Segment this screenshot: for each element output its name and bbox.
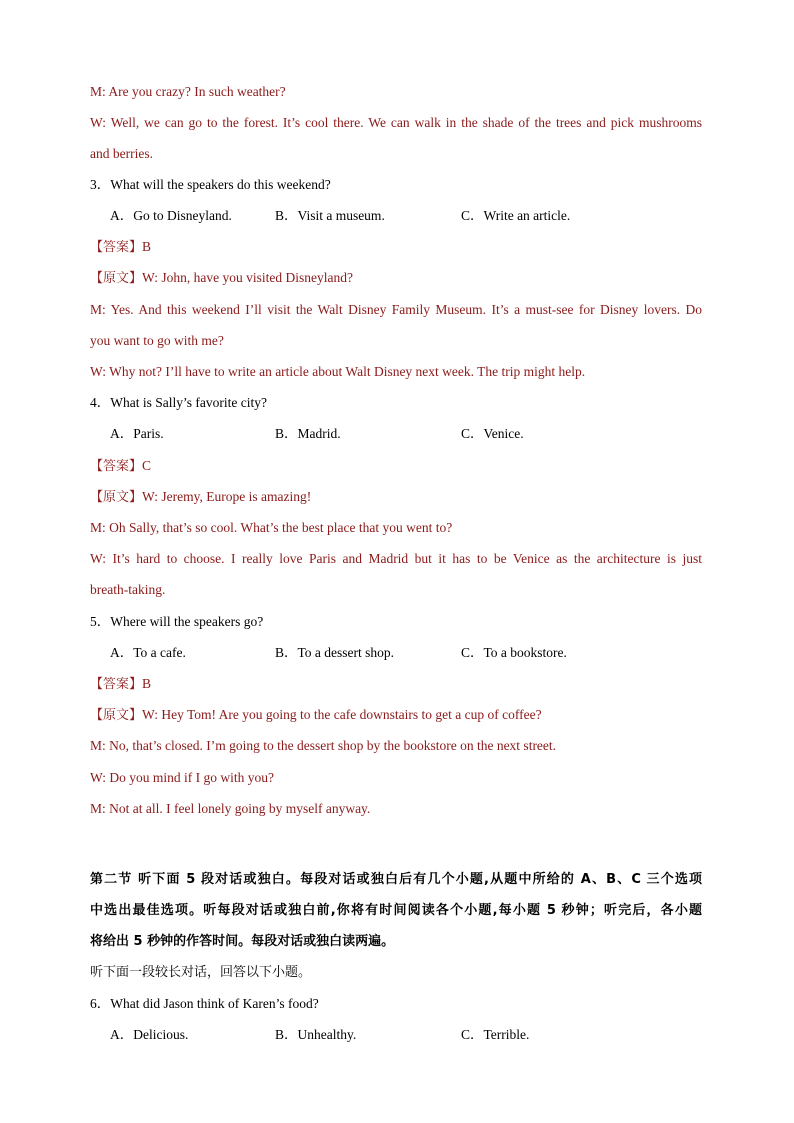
transcript-line: you want to go with me?: [90, 333, 224, 348]
option-4b: B．Madrid.: [275, 426, 341, 441]
option-5a: A．To a cafe.: [110, 645, 186, 660]
option-4c: C．Venice.: [461, 426, 524, 441]
answer-value: C: [142, 458, 152, 473]
section-heading-line: 第二节 听下面 5 段对话或独白。每段对话或独白后有几个小题,从题中所给的 A、B、C 三个选项: [90, 872, 702, 887]
transcript-line: W: Do you mind if I go with you?: [90, 770, 274, 785]
option-3a: A．Go to Disneyland.: [110, 208, 232, 223]
transcript-line: M: No, that’s closed. I’m going to the dessert shop by the bookstore on the next street.: [90, 738, 557, 753]
answer-5: [90, 674, 702, 695]
answer-value: B: [142, 239, 152, 254]
option-6b: B．Unhealthy.: [275, 1027, 357, 1042]
answer-tag: 【答案】: [90, 459, 143, 474]
answer-tag: 【答案】: [90, 677, 143, 692]
transcript-line: M: Not at all. I feel lonely going by myself anyway.: [90, 801, 371, 816]
transcript-line: M: Yes. And this weekend I’ll visit the Walt Disney Family Museum. It’s a must-see for Disney lovers. Do: [90, 302, 702, 317]
source-tag: 【原文】: [90, 271, 143, 286]
question-6: 6．What did Jason think of Karen’s food?: [90, 996, 319, 1011]
section-heading-line: 将给出 5 秒钟的作答时间。每段对话或独白读两遍。: [90, 934, 395, 949]
option-5c: C．To a bookstore.: [461, 645, 567, 660]
transcript-line: W: Why not? I’ll have to write an article about Walt Disney next week. The trip might help.: [90, 364, 586, 379]
question-4: 4．What is Sally’s favorite city?: [90, 395, 267, 410]
source-tag: 【原文】: [90, 708, 143, 723]
section-heading-line: 中选出最佳选项。听每段对话或独白前,你将有时间阅读各个小题,每小题 5 秒钟；听完后，各小题: [90, 903, 702, 918]
source-tag: 【原文】: [90, 490, 143, 505]
transcript-line: W: It’s hard to choose. I really love Paris and Madrid but it has to be Venice as the architecture is just: [90, 551, 702, 566]
answer-4: [90, 456, 702, 477]
option-6c: C．Terrible.: [461, 1027, 530, 1042]
answer-3: [90, 237, 702, 258]
option-3c: C．Write an article.: [461, 208, 571, 223]
source-text: W: Hey Tom! Are you going to the cafe downstairs to get a cup of coffee?: [142, 707, 542, 722]
question-3: 3．What will the speakers do this weekend?: [90, 177, 331, 192]
answer-value: B: [142, 676, 152, 691]
source-text: W: Jeremy, Europe is amazing!: [142, 489, 312, 504]
option-5b: B．To a dessert shop.: [275, 645, 395, 660]
option-3b: B．Visit a museum.: [275, 208, 385, 223]
transcript-line: M: Oh Sally, that’s so cool. What’s the best place that you went to?: [90, 520, 453, 535]
transcript-line: W: Well, we can go to the forest. It’s cool there. We can walk in the shade of the trees and pick mushrooms: [90, 115, 702, 130]
transcript-line: and berries.: [90, 146, 153, 161]
source-3: [90, 268, 702, 289]
transcript-line: M: Are you crazy? In such weather?: [90, 84, 286, 99]
answer-tag: 【答案】: [90, 240, 143, 255]
question-5: 5．Where will the speakers go?: [90, 614, 264, 629]
source-5: [90, 705, 702, 726]
option-4a: A．Paris.: [110, 426, 164, 441]
source-4: [90, 487, 702, 508]
transcript-line: breath-taking.: [90, 582, 166, 597]
source-text: W: John, have you visited Disneyland?: [142, 270, 353, 285]
option-6a: A．Delicious.: [110, 1027, 189, 1042]
instruction: 听下面一段较长对话，回答以下小题。: [90, 965, 312, 980]
